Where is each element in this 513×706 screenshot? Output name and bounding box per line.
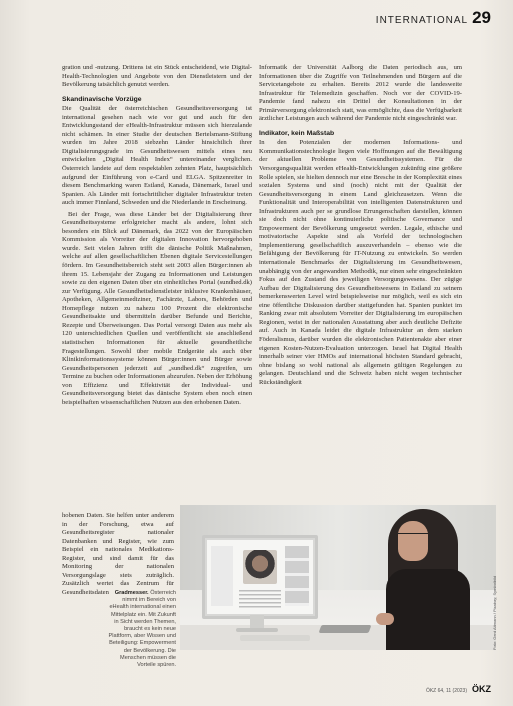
- tablet: [319, 625, 372, 633]
- magazine-info: ÖKZ 64, 11 (2023): [425, 688, 467, 694]
- photo-credit: Foto: Gerd Altmann / Pixabay; Symbolbild: [492, 575, 497, 650]
- caption-lead: Gradmesser.: [114, 590, 149, 596]
- page-footer: [426, 684, 491, 694]
- woman-figure: [380, 509, 470, 650]
- section-title: INTERNATIONAL: [375, 15, 469, 26]
- left-intro-paragraph: gration und -nutzung. Drittens ist ein Stück entscheidend, wie Digital-Health-Technologien und Angebote von den Dienstleistern und der Bevölkerung tatsächlich genutzt werden.: [62, 64, 252, 89]
- footer-label: ÖKZ: [472, 684, 491, 694]
- photo-caption: [106, 590, 176, 669]
- left-paragraph-1: Die Qualität der österreichischen Gesundheitsversorgung ist international gesehen nach wie vor gut und auch für den Entwicklungsstand der eHealth-Infrastruktur müssen sich hierzulande nicht schämen. In einer Studie der deutschen Bertelsmann-Stiftung wurden im Jahre 2018 siebzehn Länder hinsichtlich ihrer Digitalisierungsgrade im Gesundheitswesen mittels eines neu entwickelten „Digital Health Index“ untereinander verglichen. Österreich landete auf dem respektablen zehnten Platz, hauptsächlich aufgrund der Einführung von e-Card und ELGA. Spitzenreiter in diesem Benchmarking waren Estland, Kanada, Dänemark, Israel und Spanien. Als Länder mit fortschrittlicher digitaler Infrastruktur treten auch immer Finnland, Schweden und die Niederlande in Erscheinung.: [62, 105, 252, 207]
- monitor-screen: [207, 540, 313, 614]
- narrow-paragraph: hobenen Daten. Sie helfen unter anderem in der Forschung, etwa auf Gesundheitsregister nationaler Datenbanken und Register, wie zum Beispiel ein nationales Medikations-Register, und sind damit für das Monitoring der nationalen Versorgungslage stets zuträglich. Zusätzlich wertet das Zentrum für Gesundheitsdaten: [62, 512, 174, 596]
- page-number: 29: [472, 8, 491, 27]
- monitor: [202, 535, 318, 619]
- left-section-heading: Skandinavische Vorzüge: [62, 95, 142, 103]
- right-section-heading: Indikator, kein Maßstab: [259, 129, 335, 137]
- glasses-icon: [398, 533, 428, 540]
- left-column: [62, 64, 252, 518]
- right-column: [259, 64, 462, 502]
- keyboard: [240, 635, 310, 641]
- video-call-face: [243, 550, 277, 584]
- left-paragraph-2: Bei der Frage, was diese Länder bei der Digitalisierung ihrer Gesundheitssysteme erfolgreicher macht als andere, lohnt sich besonders ein Blick auf Dänemark, das 2022 von der Europäischen Kommission als Vorreiter der digitalen Innovation hervorgehoben wurde. Seit vielen Jahren trifft die dänische Politik Maßnahmen, welche auf allen gesellschaftlichen Ebenen digitale Servicestellungen fördern. Im Gesundheitsbereich steht seit 2003 allen Bürger:innen ab ihrem 15. Lebensjahr der Zugang zu Informationen und Leistungen sowie zu den eigenen Daten über ein einheitliches Portal (sundhed.dk) zur Verfügung. Alle Gesundheitsdienstleister inklusive Krankenhäuser, Apotheken, Allgemeinmediziner, Fachärzte, Labors, Behörden und Homepflege nutzen zu nahezu 100 Prozent die elektronische Gesundheitsakte und übermitteln darüber Befunde und Berichte, Rezepte und Überweisungen. Das Portal versorgt Daten aus mehr als 120 unterschiedlichen Quellen und veröffentlicht sie anschließend statistischen Informationen für aktuelle gesundheitliche Fragestellungen. Sowohl über mobile Endgeräte als auch über Klinikinformationssysteme können Bürger:innen und Bürger sowie Gesundheitspersonen jederzeit auf „sundhed.dk“ zugreifen, um Termine zu buchen oder Informationen abzurufen. Neben der Erhöhung von Effizienz und Effektivität der Individual- und Gesundheitsversorgung bietet das dänische System eben noch einen beispielhaften wissenschaftlichen Nutzen aus den erhobenen Daten.: [62, 210, 252, 406]
- caption-text: Österreich nimmt im Bereich von eHealth international einen Mittelplatz ein. Mit Zukunft in Sicht werden Themen, braucht es kein neue Plattform, aber Wissen und Beteiligung: Empowerment der Bevölkerung. Die Menschen müssen die Vorteile spüren.: [108, 590, 176, 669]
- photo-woman-at-monitor: [180, 505, 496, 650]
- right-intro-paragraph: Informatik der Universität Aalborg die Daten periodisch aus, um Informationen über die Zugriffe von Teilnehmenden und Bürgern auf die Servicetangebote zu erhalten. Bereits 2012 wurde die landesweite Infrastruktur für Telemedizin geschaffen. Noch vor der COVID-19-Pandemie fand nahezu ein Drittel der Konsultationen in der Primärversorgung elektronisch statt, was ermöglichte, dass die Verfügbarkeit ärztlicher Leistungen auch während der Pandemie nicht eingeschränkt war.: [259, 64, 462, 123]
- page-header: [376, 8, 491, 28]
- right-paragraph-1: In den Potenzialen der modernen Informations- und Kommunikationstechnologie liegen viele Hoffnungen auf die Bewältigung der aktuellen Probleme von Gesundheitssystemen. Für die Versorgungsqualität werden eHealth-Entwicklungen zukünftig eine größere Rolle spielen, sie hielten dennoch nur eine Bresche in der Komplexität eines sozialen Systems und sind (noch) nicht mit der Qualität der Gesundheitsversorgung in einem Land gleichzusetzen. Wenn die Funktionalität und Interoperabilität von intelligenten Datenstrukturen und Infrastrukturen auch per se grundlose Errungenschaften darstellen, können sie doch nicht ohne kontinuierliche politische Governance und Empowerment der Bevölkerung umgesetzt werden. Legale, ethische und motivatorische Aspekte sind als Vorfeld der technologischen Implementierung gesellschaftlich auszuverhandeln – ebenso wie die Befähigung der Bevölkerung für IT-Nutzung zu entwickeln. So werden internationale Benchmarks der Digitalisierung im Gesundheitswesen, unabhängig von der angewandten Methodik, nur einen sehr eingeschränkten Fokus auf den Zustand des jeweiligen Versorgungswesens. Der zügige Aufbau der Digitalisierung des Gesundheitswesens in Estland zu seinem bemerkenswerten Level wird beispielsweise nur möglich, weil es sich ein eine öffentliche Diskussion darüber stattgefunden hat. Spanien punktet im Ranking zwar mit absolutem Vorreiter der Digitalisierung im europäischen Regionen, weist in der nationalen Ausstattung aber auch deutliche Defizite auf. Auch in Kanada leidet die digitale Infrastruktur an dem starken Föderalismus, darüber wurden die elektronischen Patientenakte aber einer eigenen Kosten-Nutzen-Evaluation unterzogen. Israel hat Digital Health innerhalb seiner vier HMOs auf international höchsten Standard gebracht, ohne bislang so wohl national als allgemein gültigen Regelungen zu gelangen. Deutschland und die Schweiz haben nicht wegen technischer Rückständigkeit: [259, 139, 462, 386]
